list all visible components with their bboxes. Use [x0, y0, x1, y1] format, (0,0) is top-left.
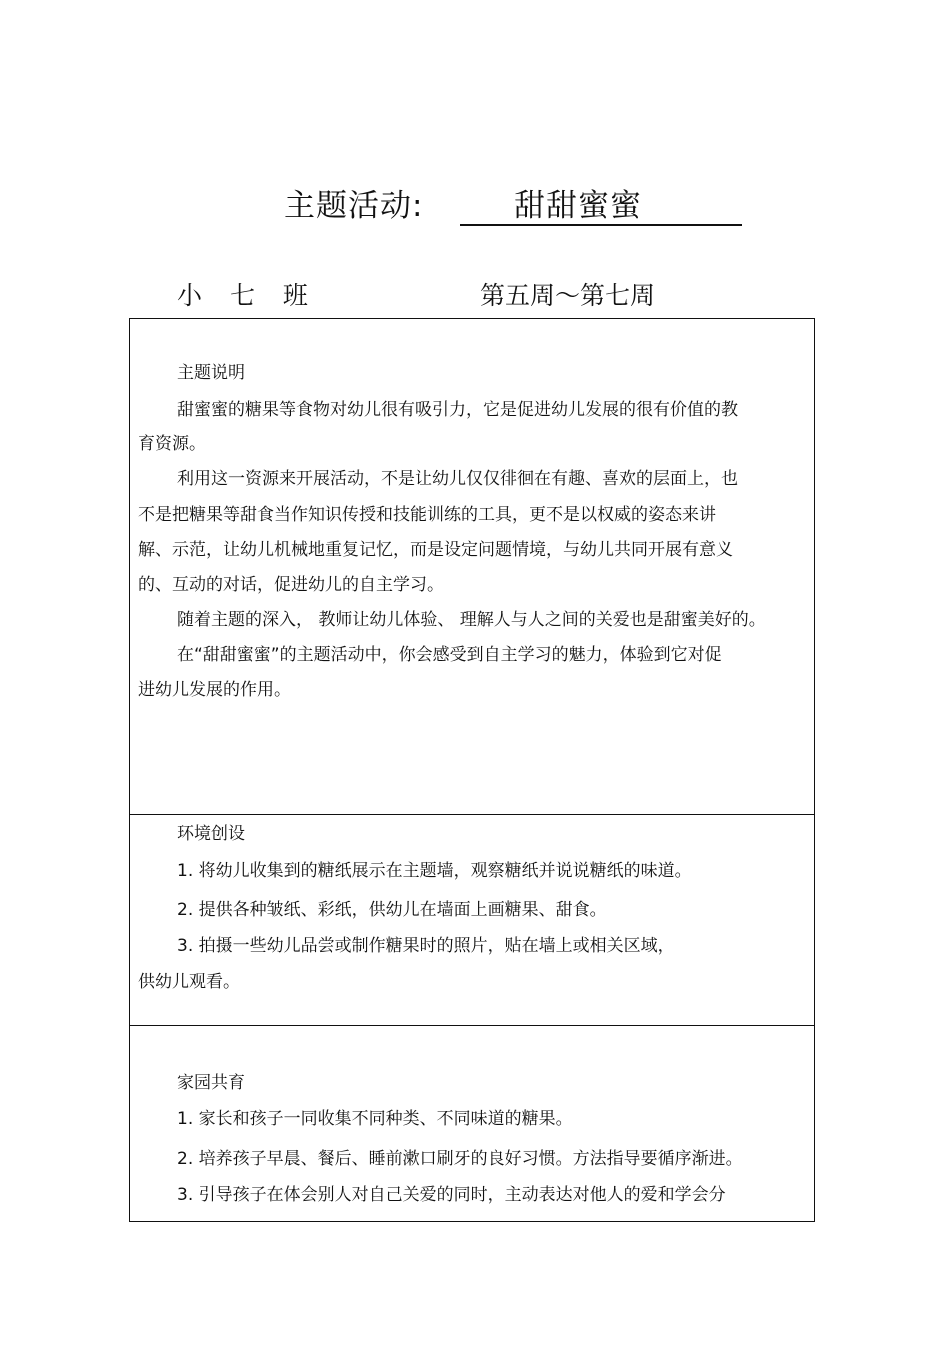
theme-section [130, 319, 814, 814]
home-heading: 家园共育 [177, 1073, 245, 1093]
theme-line: 进幼儿发展的作用。 [138, 680, 291, 700]
theme-line: 解、示范，让幼儿机械地重复记忆，而是设定问题情境，与幼儿共同开展有意义 [138, 540, 733, 560]
title-label: 主题活动: [284, 188, 424, 224]
theme-line: 育资源。 [138, 434, 206, 454]
environment-item: 3. 拍摄一些幼儿品尝或制作糖果时的照片，贴在墙上或相关区域， [177, 936, 675, 956]
title-value: 甜甜蜜蜜 [514, 188, 642, 224]
home-item: 2. 培养孩子早晨、餐后、睡前漱口刷牙的良好习惯。方法指导要循序渐进。 [177, 1149, 743, 1169]
theme-line: 在“甜甜蜜蜜”的主题活动中，你会感受到自主学习的魅力，体验到它对促 [177, 645, 722, 665]
title-row [0, 186, 950, 230]
environment-item: 2. 提供各种皱纸、彩纸，供幼儿在墙面上画糖果、甜食。 [177, 900, 607, 920]
theme-line: 甜蜜蜜的糖果等食物对幼儿很有吸引力，它是促进幼儿发展的很有价值的教 [177, 400, 738, 420]
environment-item: 供幼儿观看。 [138, 972, 240, 992]
home-section [130, 1025, 814, 1222]
home-item: 1. 家长和孩子一同收集不同种类、不同味道的糖果。 [177, 1109, 573, 1129]
title-value-underline [460, 186, 742, 226]
class-name: 小 七 班 [177, 281, 318, 310]
environment-item: 1. 将幼儿收集到的糖纸展示在主题墙，观察糖纸并说说糖纸的味道。 [177, 861, 692, 881]
theme-line: 利用这一资源来开展活动，不是让幼儿仅仅徘徊在有趣、喜欢的层面上，也 [177, 469, 738, 489]
theme-heading: 主题说明 [177, 363, 245, 383]
plan-table [129, 318, 815, 1222]
home-item: 3. 引导孩子在体会别人对自己关爱的同时，主动表达对他人的爱和学会分 [177, 1185, 726, 1205]
period: 第五周～第七周 [480, 281, 656, 310]
theme-line: 随着主题的深入， 教师让幼儿体验、 理解人与人之间的关爱也是甜蜜美好的。 [177, 610, 766, 630]
environment-section [130, 814, 814, 1025]
theme-line: 的、互动的对话，促进幼儿的自主学习。 [138, 575, 444, 595]
environment-heading: 环境创设 [177, 824, 245, 844]
theme-line: 不是把糖果等甜食当作知识传授和技能训练的工具，更不是以权威的姿态来讲 [138, 505, 716, 525]
